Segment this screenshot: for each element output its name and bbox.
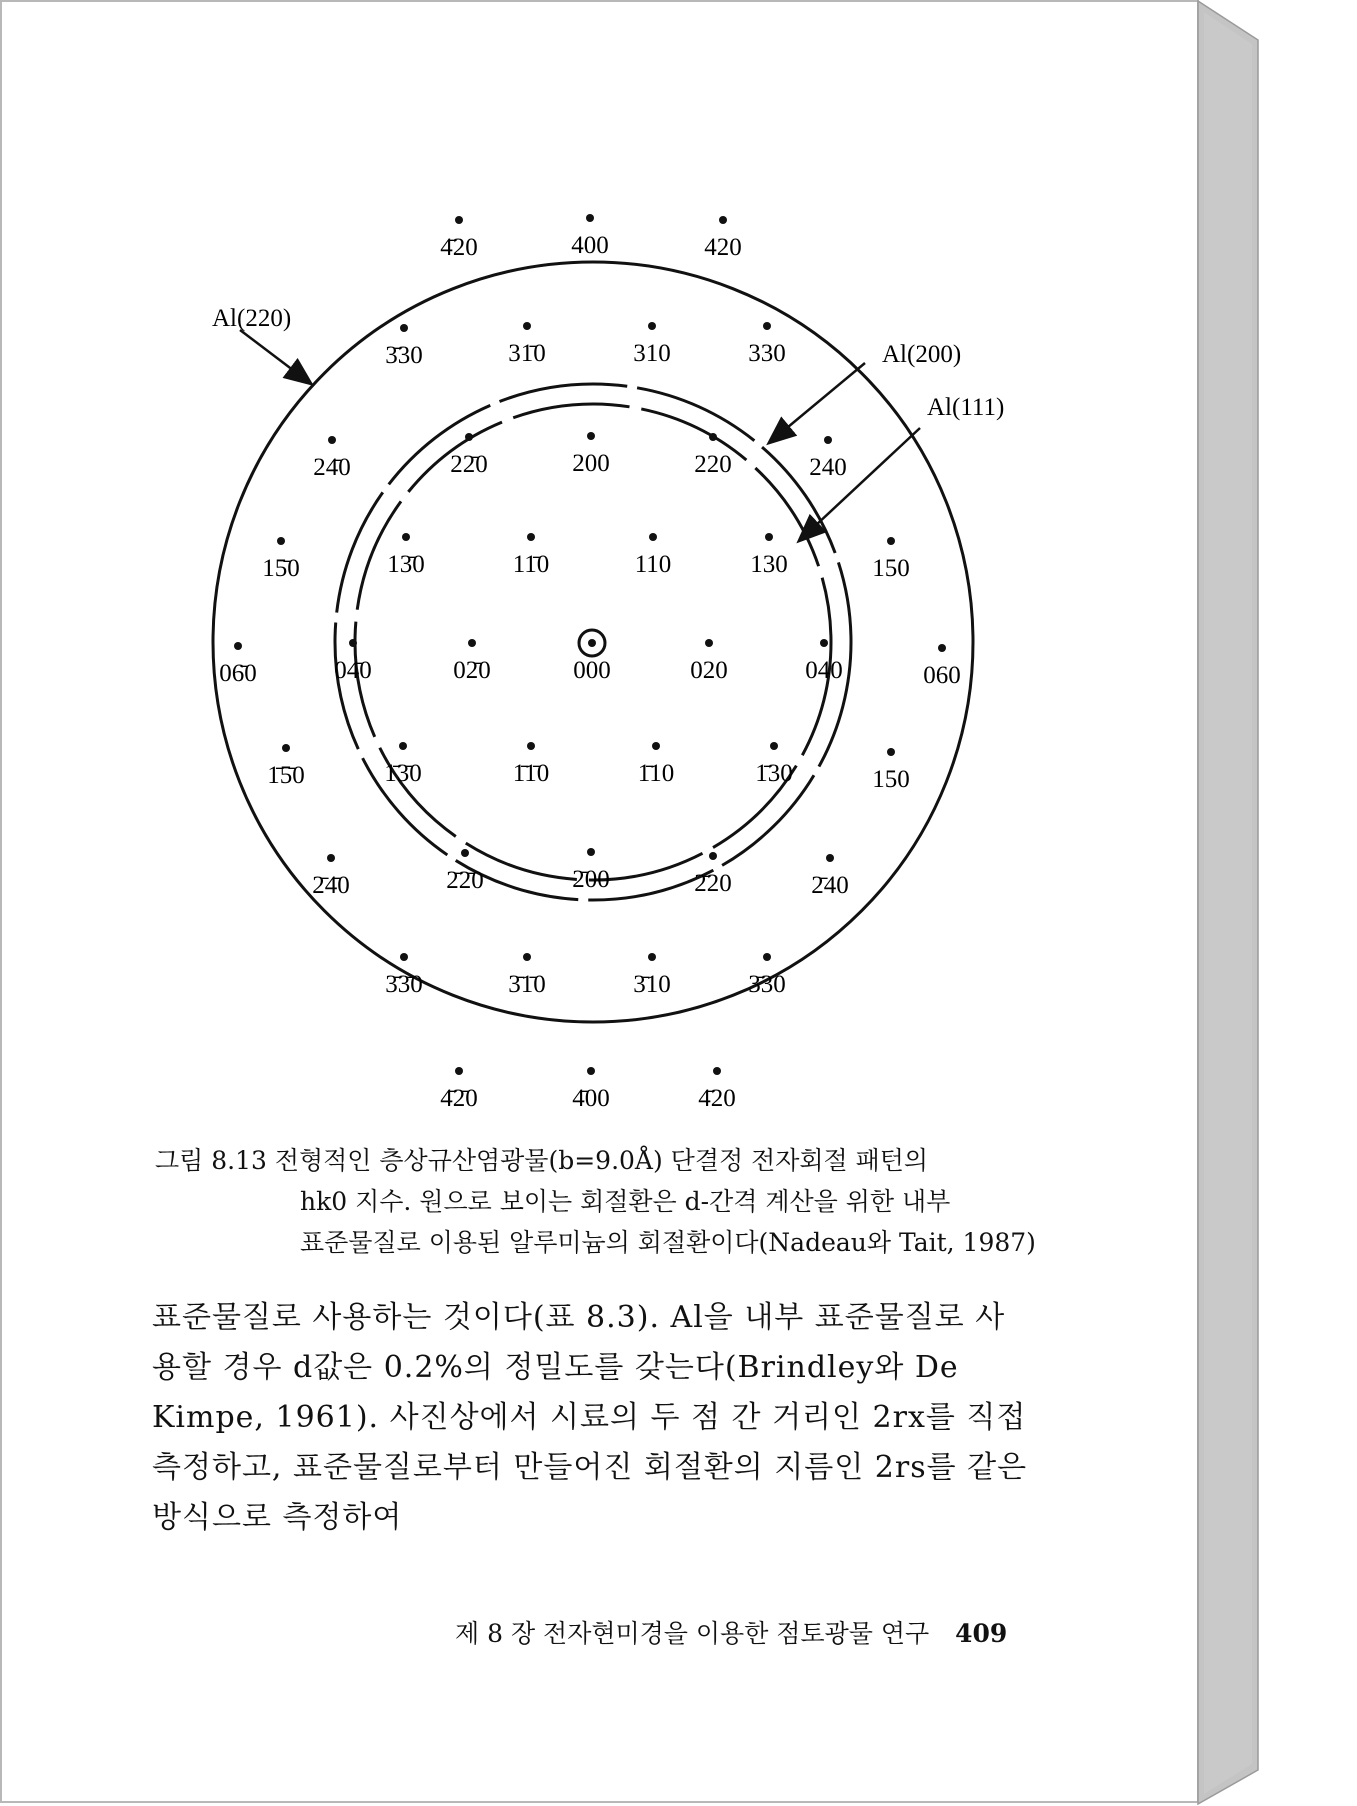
spot-label: 22̄0: [450, 451, 488, 478]
spot-label: 1̄10: [637, 760, 675, 787]
spot-label: 02̄0: [453, 657, 491, 684]
arrow-al200: [770, 363, 865, 442]
diffraction-spot: [402, 533, 410, 541]
caption-line-2: hk0 지수. 원으로 보이는 회절환은 d-간격 계산을 위한 내부: [300, 1187, 951, 1216]
spot-label: 130: [750, 551, 788, 578]
diffraction-spot: [527, 742, 535, 750]
page-footer: [455, 1614, 1007, 1650]
spot-label: 1̄5̄0: [267, 762, 305, 789]
diffraction-spot: [705, 639, 713, 647]
diffraction-spot: [400, 953, 408, 961]
spot-label: 31̄0: [508, 340, 546, 367]
body-line-5: 방식으로 측정하여: [152, 1500, 403, 1535]
body-line-1: 표준물질로 사용하는 것이다(표 8.3). Al을 내부 표준물질로 사: [152, 1300, 1006, 1335]
diffraction-spot: [587, 848, 595, 856]
spot-label: 11̄0: [512, 551, 550, 578]
diffraction-spot: [586, 214, 594, 222]
diffraction-spot: [468, 639, 476, 647]
diffraction-spot: [523, 322, 531, 330]
diffraction-spot: [234, 642, 242, 650]
spot-label: 3̄30: [385, 342, 423, 369]
spot-label: 040: [805, 657, 843, 684]
caption-line-3: 표준물질로 이용된 알루미늄의 회절환이다(Nadeau와 Tait, 1987): [300, 1228, 1036, 1257]
diffraction-spot: [461, 849, 469, 857]
diffraction-spot: [765, 533, 773, 541]
diffraction-spot: [328, 436, 336, 444]
spot-label: 2̄4̄0: [312, 872, 350, 899]
spot-label: 3̄1̄0: [508, 971, 546, 998]
diffraction-spot: [349, 639, 357, 647]
diffraction-spot: [527, 533, 535, 541]
spot-label: 15̄0: [262, 555, 300, 582]
label-al200: Al(200): [882, 341, 962, 368]
chapter-title: 제 8 장 전자현미경을 이용한 점토광물 연구: [455, 1619, 930, 1648]
diffraction-spot: [709, 433, 717, 441]
diffraction-spot: [709, 852, 717, 860]
spot-label: 3̄30: [748, 971, 786, 998]
diffraction-spot: [587, 432, 595, 440]
spot-label: 4̄20: [440, 234, 478, 261]
diffraction-spot: [824, 436, 832, 444]
diffraction-spot: [587, 1067, 595, 1075]
page-number: 409: [955, 1619, 1008, 1648]
diffraction-spot: [770, 742, 778, 750]
diffraction-spot: [399, 742, 407, 750]
diffraction-spot: [282, 744, 290, 752]
label-al220: Al(220): [212, 305, 292, 332]
diffraction-spot: [763, 953, 771, 961]
diffraction-spot: [719, 216, 727, 224]
spot-label: 150: [872, 766, 910, 793]
spot-label: 240: [809, 454, 847, 481]
diffraction-spot: [455, 216, 463, 224]
spot-label: 13̄0: [387, 551, 425, 578]
body-line-4: 측정하고, 표준물질로부터 만들어진 회절환의 지름인 2rs를 같은: [152, 1450, 1028, 1485]
spot-label: 400: [571, 232, 609, 259]
spot-label: 24̄0: [313, 454, 351, 481]
diffraction-spot: [713, 1067, 721, 1075]
diffraction-spot: [523, 953, 531, 961]
arrow-al220: [240, 330, 310, 383]
spot-label: 1̄1̄0: [512, 760, 550, 787]
spot-label: 000: [573, 657, 611, 684]
diffraction-spot: [763, 322, 771, 330]
spot-label: 420: [704, 234, 742, 261]
spot-label: 310: [633, 340, 671, 367]
diffraction-spot: [277, 537, 285, 545]
caption-line-1: 그림 8.13 전형적인 층상규산염광물(b=9.0Å) 단결정 전자회절 패턴의: [155, 1146, 929, 1175]
spot-label: 2̄40: [811, 872, 849, 899]
body-line-3: Kimpe, 1961). 사진상에서 시료의 두 점 간 거리인 2rx를 직접: [152, 1400, 1027, 1435]
spot-label: 06̄0: [219, 660, 257, 687]
spot-label: 3̄10: [633, 971, 671, 998]
spot-label: 04̄0: [334, 657, 372, 684]
spot-label: 1̄30: [755, 760, 793, 787]
label-al111: Al(111): [927, 394, 1005, 421]
diffraction-spot: [826, 854, 834, 862]
diffraction-spot: [455, 1067, 463, 1075]
diffraction-spot: [820, 639, 828, 647]
diffraction-spot: [938, 644, 946, 652]
spot-label: 4̄2̄0: [440, 1085, 478, 1112]
spot-label: 020: [690, 657, 728, 684]
spot-label: 220: [694, 451, 732, 478]
diffraction-spot: [649, 533, 657, 541]
diffraction-spot: [648, 322, 656, 330]
arrow-al111: [800, 428, 920, 540]
spot-label: 150: [872, 555, 910, 582]
diffraction-spot: [887, 748, 895, 756]
spot-label: 1̄3̄0: [384, 760, 422, 787]
spot-label: 2̄20: [694, 870, 732, 897]
spot-label: 060: [923, 662, 961, 689]
diffraction-spot: [400, 324, 408, 332]
diffraction-spot: [465, 433, 473, 441]
spot-label: 3̄3̄0: [385, 971, 423, 998]
spot-label: 330: [748, 340, 786, 367]
spot-label: 4̄00: [572, 1085, 610, 1112]
diffraction-spot: [327, 854, 335, 862]
spot-label: 110: [634, 551, 672, 578]
spot-label: 200: [572, 450, 610, 477]
diffraction-spot: [887, 537, 895, 545]
diffraction-spot: [648, 953, 656, 961]
spot-label: 2̄00: [572, 866, 610, 893]
body-line-2: 용할 경우 d값은 0.2%의 정밀도를 갖는다(Brindley와 De: [152, 1350, 959, 1385]
spot-label: 4̄20: [698, 1085, 736, 1112]
diffraction-spot: [652, 742, 660, 750]
spot-label: 2̄2̄0: [446, 867, 484, 894]
